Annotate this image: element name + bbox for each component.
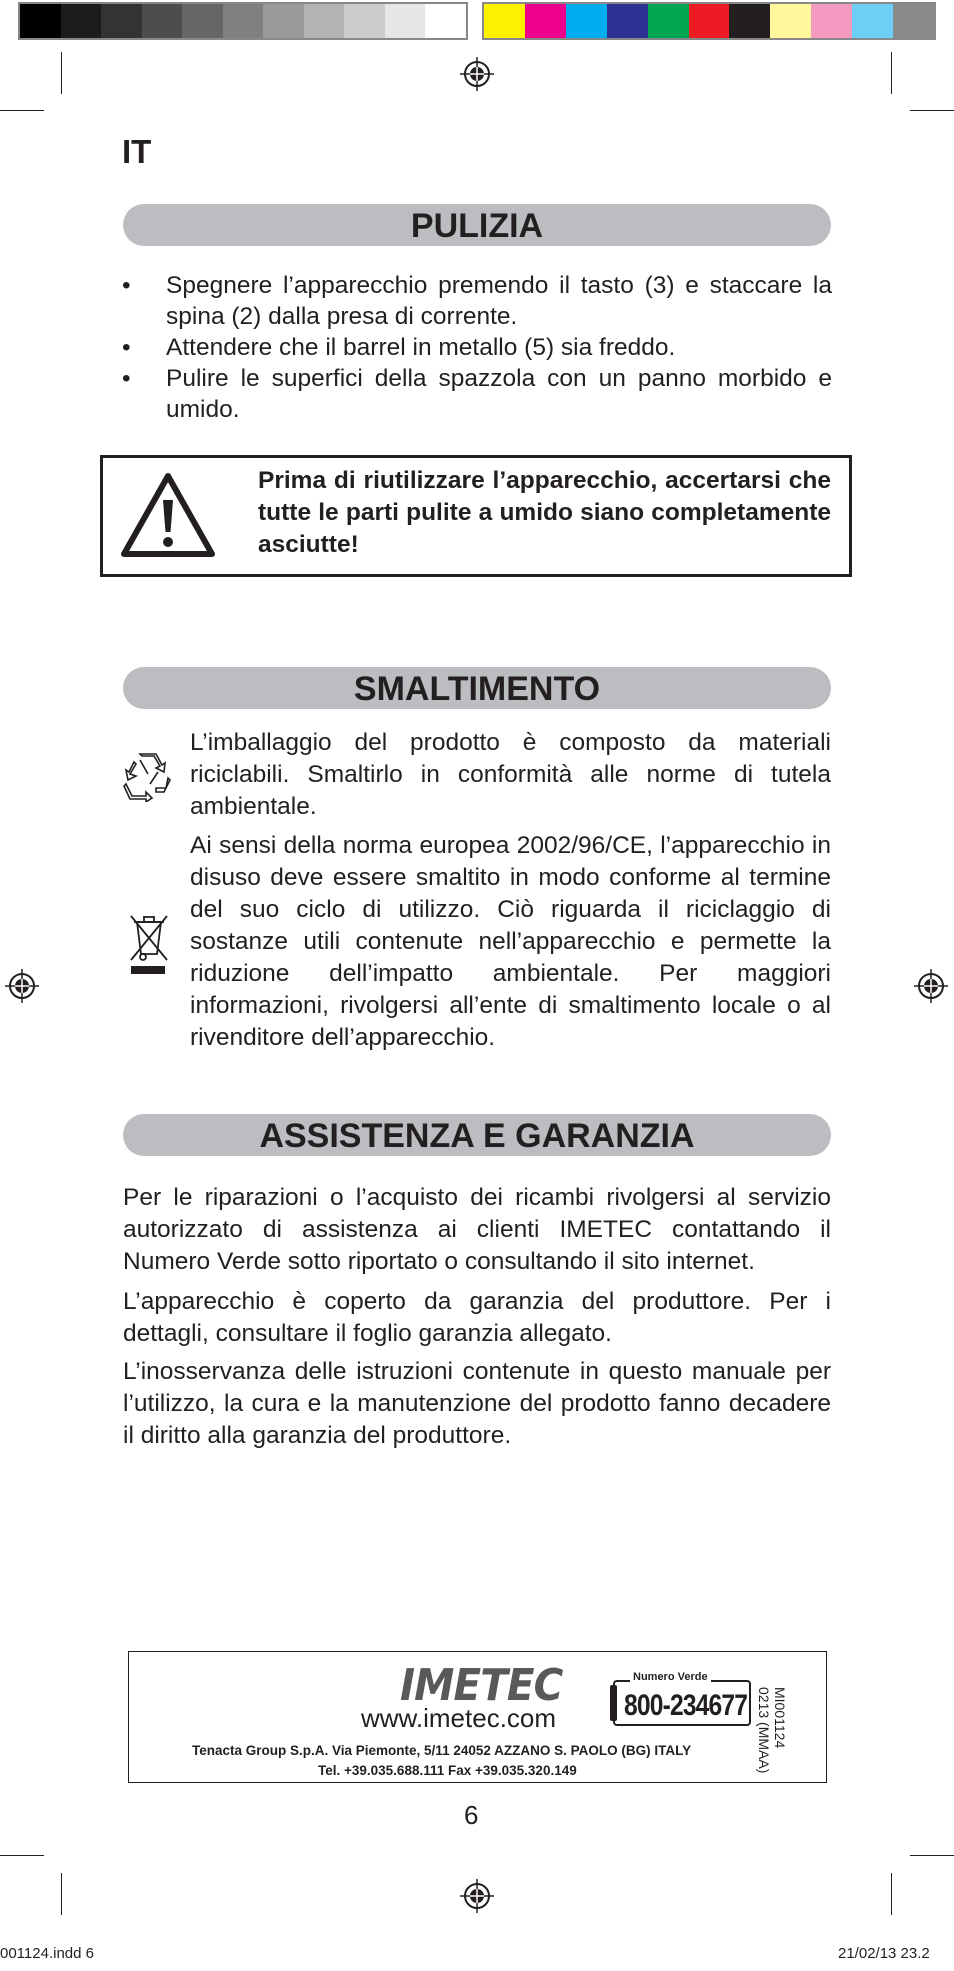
warranty-text: L’apparecchio è coperto da garanzia del produttore. Per i dettagli, consultare il foglio garanzia allegato. [123,1288,831,1347]
registration-mark-icon [5,969,39,1003]
color-swatch [852,4,893,38]
recycle-icon [122,750,174,802]
company-address: Tenacta Group S.p.A. Via Piemonte, 5/11 24052 AZZANO S. PAOLO (BG) ITALY [192,1743,692,1758]
color-swatch [770,4,811,38]
color-swatch [689,4,730,38]
list-item: • Pulire le superfici della spazzola con un panno morbido e umido. [122,363,832,425]
warning-triangle-icon [120,472,216,560]
color-swatch [223,4,264,38]
color-swatch [61,4,102,38]
section-title-pulizia: PULIZIA [123,204,831,246]
website-link[interactable]: www.imetec.com [361,1703,557,1733]
crop-mark [891,1873,892,1915]
slug-filename: 001124.indd 6 [0,1945,94,1962]
color-swatch [566,4,607,38]
weee-disposal-text: Ai sensi della norma europea 2002/96/CE, l’apparecchio in disuso deve essere smaltito in modo conforme al termine del suo ciclo di utilizzo. Ciò riguarda il riciclaggio di sostanze utili contenute nell’apparecchio e permette la riduzione dell’impatto ambientale. Per maggiori informazioni, rivolgersi all’ente di smaltimento locale o al rivenditore dell’apparecchio. [190,832,831,1051]
color-swatch [607,4,648,38]
color-swatch [142,4,183,38]
registration-mark-icon [460,57,494,91]
company-phone-fax: Tel. +39.035.688.111 Fax +39.035.320.149 [318,1763,577,1778]
color-swatch [344,4,385,38]
slug-date: 21/02/13 23.2 [838,1945,930,1962]
cleaning-instructions-list [122,270,832,425]
crop-mark [61,1873,62,1915]
weee-crossed-bin-icon [125,912,171,976]
color-swatch [811,4,852,38]
imetec-logo: IMETEC [400,1660,563,1711]
numero-verde-number[interactable]: 800-234677 [624,1689,748,1722]
color-swatch [893,4,934,38]
color-swatch [729,4,770,38]
crop-mark [61,52,62,94]
section-title-smaltimento: SMALTIMENTO [123,667,831,709]
registration-mark-icon [914,969,948,1003]
section-title-assistenza: ASSISTENZA E GARANZIA [123,1114,831,1156]
document-code [756,1687,788,1773]
color-swatch [385,4,426,38]
warning-text: Prima di riutilizzare l’apparecchio, accertarsi che tutte le parti pulite a umido siano completamente asciutte! [258,467,831,558]
process-color-bar [482,2,936,40]
crop-mark [910,1855,954,1856]
color-swatch [304,4,345,38]
color-swatch [263,4,304,38]
registration-mark-icon [460,1879,494,1913]
list-item: • Spegnere l’apparecchio premendo il tasto (3) e staccare la spina (2) dalla presa di corrente. [122,270,832,332]
language-code: IT [122,133,152,170]
crop-mark [0,1855,44,1856]
grayscale-color-bar [18,2,468,40]
warranty-void-text: L’inosservanza delle istruzioni contenute in questo manuale per l’utilizzo, la cura e la manutenzione del prodotto fanno decadere il diritto alla garanzia del produttore. [123,1358,831,1449]
service-text: Per le riparazioni o l’acquisto dei ricambi rivolgersi al servizio autorizzato di assistenza ai clienti IMETEC contattando il Numero Verde sotto riportato o consultando il sito internet. [123,1184,831,1275]
color-swatch [484,4,525,38]
color-swatch [182,4,223,38]
page-number: 6 [464,1800,479,1830]
crop-mark [891,52,892,94]
packaging-disposal-text: L’imballaggio del prodotto è composto da materiali riciclabili. Smaltirlo in conformità alle norme di tutela ambientale. [190,729,831,820]
numero-verde-caption: Numero Verde [630,1671,711,1683]
color-swatch [525,4,566,38]
color-swatch [648,4,689,38]
document-code-line: 0213 (MMAA) [756,1687,772,1774]
color-swatch [101,4,142,38]
list-item: • Attendere che il barrel in metallo (5) sia freddo. [122,332,832,363]
color-swatch [20,4,61,38]
crop-mark [910,110,954,111]
document-code-line: MI001124 [772,1687,788,1749]
color-swatch [425,4,466,38]
crop-mark [0,110,44,111]
